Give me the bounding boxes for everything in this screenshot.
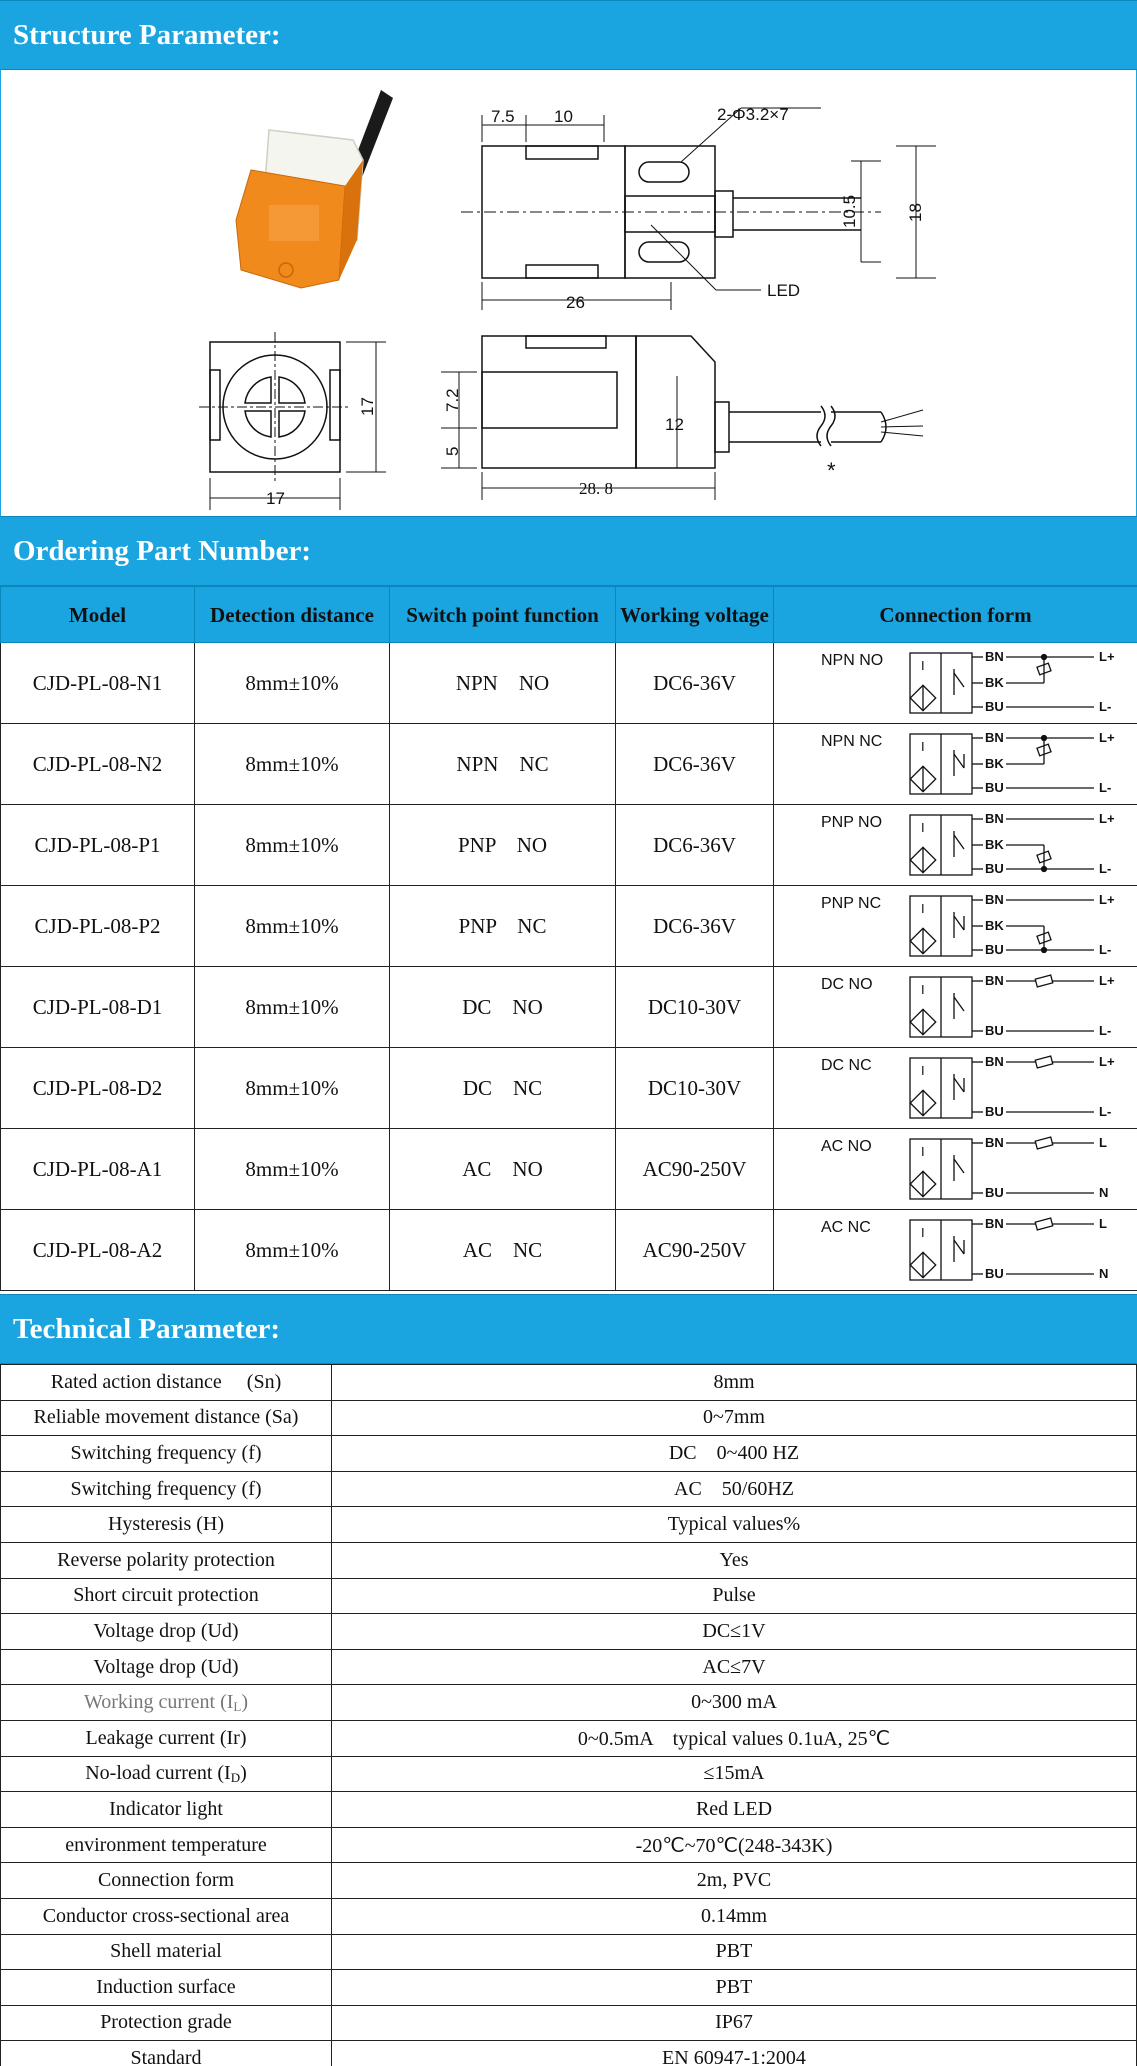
parameter-name: [1, 1436, 332, 1472]
header-connection: Connection form: [774, 587, 1137, 643]
voltage-cell: DC6-36V: [616, 643, 774, 724]
dim-28-8: 28. 8: [579, 479, 613, 498]
supply-bottom-label: L-: [1099, 780, 1112, 795]
wiring-type-label: PNP NO: [821, 814, 883, 831]
table-row: [1, 1578, 1137, 1614]
dim-18: 18: [906, 203, 925, 222]
supply-top-label: L+: [1099, 811, 1115, 826]
parameter-name: [1, 1792, 332, 1828]
wiring-diagram: [774, 1129, 1137, 1209]
parameter-name: [1, 1365, 332, 1401]
wiring-type-label: NPN NO: [821, 652, 884, 669]
parameter-name-text: Induction surface: [96, 1975, 236, 1998]
dim-5: 5: [443, 446, 462, 456]
parameter-name: [1, 1720, 332, 1756]
supply-top-label: L+: [1099, 1054, 1115, 1069]
wiring-type-label: DC NC: [821, 1057, 872, 1074]
table-row: [1, 1934, 1137, 1970]
function-cell: PNP NO: [390, 805, 616, 886]
parameter-name-end: ): [241, 1690, 249, 1713]
wiring-diagram: [774, 1048, 1137, 1128]
parameter-name-text: Reverse polarity protection: [57, 1548, 275, 1571]
wire-bu-label: BU: [985, 699, 1004, 714]
parameter-value: IP67: [332, 2005, 1137, 2041]
wire-bu-label: BU: [985, 1266, 1004, 1281]
table-row: [1, 1436, 1137, 1472]
star-mark: *: [827, 458, 836, 483]
parameter-name-text: Standard: [130, 2047, 202, 2066]
model-cell: CJD-PL-08-A2: [1, 1210, 195, 1291]
voltage-cell: DC6-36V: [616, 724, 774, 805]
parameter-value: ≤15mA: [332, 1756, 1137, 1792]
function-cell: NPN NC: [390, 724, 616, 805]
ordering-table: [0, 586, 1137, 1291]
parameter-value: PBT: [332, 1970, 1137, 2006]
wire-bn-label: BN: [985, 892, 1004, 907]
dim-17-v: 17: [358, 397, 377, 416]
parameter-name-text: Connection form: [97, 1869, 235, 1892]
voltage-cell: DC6-36V: [616, 886, 774, 967]
connection-diagram-cell: [774, 886, 1137, 967]
voltage-cell: AC90-250V: [616, 1129, 774, 1210]
parameter-name-text: No-load current (I: [85, 1761, 231, 1784]
parameter-name: [1, 1863, 332, 1899]
distance-cell: 8mm±10%: [195, 1048, 390, 1129]
voltage-cell: DC10-30V: [616, 967, 774, 1048]
wiring-diagram: [774, 805, 1137, 885]
dim-7-5: 7.5: [491, 107, 515, 126]
supply-bottom-label: L-: [1099, 942, 1112, 957]
top-view: [461, 108, 936, 310]
table-row: [1, 1129, 1137, 1210]
parameter-name-text: Switching frequency (f): [70, 1477, 262, 1500]
distance-cell: 8mm±10%: [195, 1210, 390, 1291]
section-title: Structure Parameter:: [13, 18, 281, 51]
parameter-name-text: Rated action distance (Sn): [50, 1370, 282, 1393]
wire-bu-label: BU: [985, 1185, 1004, 1200]
wire-bu-label: BU: [985, 780, 1004, 795]
wire-bn-label: BN: [985, 1135, 1004, 1150]
wire-bu-label: BU: [985, 1104, 1004, 1119]
table-row: [1, 1827, 1137, 1863]
section-title: Ordering Part Number:: [13, 534, 311, 567]
parameter-value: AC≤7V: [332, 1649, 1137, 1685]
header-voltage: Working voltage: [616, 587, 774, 643]
table-row: [1, 1720, 1137, 1756]
table-row: [1, 1756, 1137, 1792]
parameter-name: [1, 1685, 332, 1721]
model-cell: CJD-PL-08-N1: [1, 643, 195, 724]
table-row: [1, 1863, 1137, 1899]
section-header-technical: [0, 1294, 1137, 1364]
wiring-type-label: DC NO: [821, 976, 873, 993]
parameter-name: [1, 1756, 332, 1792]
table-row: [1, 1507, 1137, 1543]
parameter-name: [1, 1507, 332, 1543]
parameter-value: Typical values%: [332, 1507, 1137, 1543]
coil-label: I: [921, 982, 925, 997]
wire-bn-label: BN: [985, 1216, 1004, 1231]
supply-top-label: L: [1099, 1216, 1107, 1231]
parameter-name-text: Working current (I: [83, 1690, 234, 1713]
connection-diagram-cell: [774, 1048, 1137, 1129]
parameter-value: DC≤1V: [332, 1614, 1137, 1650]
parameter-value: 0.14mm: [332, 1898, 1137, 1934]
header-distance: Detection distance: [195, 587, 390, 643]
connection-diagram-cell: [774, 967, 1137, 1048]
table-row: [1, 967, 1137, 1048]
parameter-name: [1, 1898, 332, 1934]
dim-7-2: 7.2: [443, 388, 462, 412]
wire-bn-label: BN: [985, 649, 1004, 664]
supply-bottom-label: N: [1099, 1185, 1109, 1200]
dim-26: 26: [566, 293, 585, 312]
distance-cell: 8mm±10%: [195, 967, 390, 1048]
wiring-type-label: AC NO: [821, 1138, 872, 1155]
supply-top-label: L+: [1099, 973, 1115, 988]
function-cell: AC NC: [390, 1210, 616, 1291]
parameter-value: 0~7mm: [332, 1400, 1137, 1436]
dim-hole: 2-Φ3.2×7: [717, 105, 789, 124]
parameter-value: PBT: [332, 1934, 1137, 1970]
parameter-value: EN 60947-1:2004: [332, 2041, 1137, 2066]
coil-label: I: [921, 739, 925, 754]
connection-diagram-cell: [774, 643, 1137, 724]
parameter-name-text: Shell material: [110, 1940, 222, 1963]
supply-bottom-label: L-: [1099, 699, 1112, 714]
parameter-value: Yes: [332, 1542, 1137, 1578]
parameter-value: 8mm: [332, 1365, 1137, 1401]
coil-label: I: [921, 820, 925, 835]
parameter-name-text: Reliable movement distance (Sa): [33, 1406, 299, 1429]
parameter-name: [1, 1934, 332, 1970]
parameter-name-text: Protection grade: [100, 2011, 232, 2034]
parameter-value: AC 50/60HZ: [332, 1471, 1137, 1507]
voltage-cell: DC10-30V: [616, 1048, 774, 1129]
parameter-name: [1, 1649, 332, 1685]
wiring-diagram: [774, 1210, 1137, 1290]
supply-top-label: L+: [1099, 730, 1115, 745]
parameter-name-text: Switching frequency (f): [70, 1441, 262, 1464]
parameter-value: 2m, PVC: [332, 1863, 1137, 1899]
parameter-value: 0~0.5mA typical values 0.1uA, 25℃: [332, 1720, 1137, 1756]
wiring-diagram: [774, 967, 1137, 1047]
parameter-subscript: D: [230, 1769, 241, 1785]
parameter-value: Pulse: [332, 1578, 1137, 1614]
table-row: [1, 1898, 1137, 1934]
parameter-name-text: Hysteresis (H): [107, 1513, 225, 1536]
table-row: [1, 1471, 1137, 1507]
model-cell: CJD-PL-08-N2: [1, 724, 195, 805]
parameter-name: [1, 2041, 332, 2066]
wire-bu-label: BU: [985, 942, 1004, 957]
wire-bn-label: BN: [985, 973, 1004, 988]
table-row: [1, 1614, 1137, 1650]
function-cell: PNP NC: [390, 886, 616, 967]
coil-label: I: [921, 1225, 925, 1240]
supply-top-label: L: [1099, 1135, 1107, 1150]
connection-diagram-cell: [774, 1129, 1137, 1210]
parameter-name: [1, 2005, 332, 2041]
dim-10-5: 10.5: [840, 194, 859, 228]
wire-bk-label: BK: [985, 837, 1004, 852]
wiring-diagram: [774, 724, 1137, 804]
parameter-name-text: Conductor cross-sectional area: [42, 1904, 290, 1927]
wire-bn-label: BN: [985, 811, 1004, 826]
table-row: [1, 1400, 1137, 1436]
coil-label: I: [921, 658, 925, 673]
wiring-diagram: [774, 886, 1137, 966]
sensor-photo: [236, 90, 393, 288]
distance-cell: 8mm±10%: [195, 805, 390, 886]
function-cell: NPN NO: [390, 643, 616, 724]
parameter-name: [1, 1542, 332, 1578]
parameter-value: DC 0~400 HZ: [332, 1436, 1137, 1472]
connection-diagram-cell: [774, 805, 1137, 886]
supply-top-label: L+: [1099, 649, 1115, 664]
coil-label: I: [921, 1063, 925, 1078]
wiring-type-label: PNP NC: [821, 895, 882, 912]
supply-bottom-label: N: [1099, 1266, 1109, 1281]
table-row: [1, 1542, 1137, 1578]
parameter-name-text: Leakage current (Ir): [85, 1726, 247, 1749]
wire-bn-label: BN: [985, 1054, 1004, 1069]
connection-diagram-cell: [774, 1210, 1137, 1291]
table-row: [1, 1365, 1137, 1401]
parameter-name: [1, 1578, 332, 1614]
model-cell: CJD-PL-08-D2: [1, 1048, 195, 1129]
face-view: [199, 332, 386, 510]
parameter-name-text: Indicator light: [109, 1797, 223, 1820]
technical-table: [0, 1364, 1137, 2066]
parameter-name-text: Voltage drop (Ud): [93, 1655, 239, 1678]
supply-bottom-label: L-: [1099, 1104, 1112, 1119]
coil-label: I: [921, 1144, 925, 1159]
table-row: [1, 1792, 1137, 1828]
parameter-name: [1, 1970, 332, 2006]
parameter-name: [1, 1471, 332, 1507]
function-cell: DC NO: [390, 967, 616, 1048]
wire-bk-label: BK: [985, 756, 1004, 771]
connection-diagram-cell: [774, 724, 1137, 805]
parameter-value: -20℃~70℃(248-343K): [332, 1827, 1137, 1863]
model-cell: CJD-PL-08-A1: [1, 1129, 195, 1210]
wire-bu-label: BU: [985, 1023, 1004, 1038]
distance-cell: 8mm±10%: [195, 1129, 390, 1210]
function-cell: DC NC: [390, 1048, 616, 1129]
table-row: [1, 724, 1137, 805]
voltage-cell: AC90-250V: [616, 1210, 774, 1291]
parameter-name-text: environment temperature: [65, 1833, 267, 1856]
model-cell: CJD-PL-08-P2: [1, 886, 195, 967]
model-cell: CJD-PL-08-D1: [1, 967, 195, 1048]
header-function: Switch point function: [390, 587, 616, 643]
table-row: [1, 1970, 1137, 2006]
section-header-ordering: [0, 516, 1137, 586]
supply-bottom-label: L-: [1099, 1023, 1112, 1038]
table-row: [1, 2041, 1137, 2066]
table-row: [1, 643, 1137, 724]
voltage-cell: DC6-36V: [616, 805, 774, 886]
section-header-structure: [0, 0, 1137, 70]
wire-bk-label: BK: [985, 918, 1004, 933]
table-row: [1, 1210, 1137, 1291]
parameter-value: Red LED: [332, 1792, 1137, 1828]
parameter-value: 0~300 mA: [332, 1685, 1137, 1721]
table-row: [1, 2005, 1137, 2041]
wire-bn-label: BN: [985, 730, 1004, 745]
technical-drawing: [1, 70, 1136, 516]
parameter-name-text: Short circuit protection: [73, 1584, 259, 1607]
parameter-name: [1, 1614, 332, 1650]
wiring-type-label: NPN NC: [821, 733, 883, 750]
supply-bottom-label: L-: [1099, 861, 1112, 876]
header-model: Model: [1, 587, 195, 643]
wiring-type-label: AC NC: [821, 1219, 871, 1236]
dim-17-h: 17: [266, 489, 285, 508]
dim-12: 12: [665, 415, 684, 434]
wiring-diagram: [774, 643, 1137, 723]
function-cell: AC NO: [390, 1129, 616, 1210]
parameter-name-end: ): [240, 1761, 247, 1784]
structure-drawing: [0, 70, 1137, 516]
wire-bk-label: BK: [985, 675, 1004, 690]
supply-top-label: L+: [1099, 892, 1115, 907]
table-header-row: [1, 587, 1137, 643]
led-label: LED: [767, 281, 801, 300]
distance-cell: 8mm±10%: [195, 643, 390, 724]
parameter-name: [1, 1827, 332, 1863]
dim-10: 10: [554, 107, 573, 126]
parameter-name-text: Voltage drop (Ud): [93, 1619, 239, 1642]
section-title: Technical Parameter:: [13, 1312, 281, 1345]
parameter-name: [1, 1400, 332, 1436]
coil-label: I: [921, 901, 925, 916]
table-row: [1, 805, 1137, 886]
wire-bu-label: BU: [985, 861, 1004, 876]
distance-cell: 8mm±10%: [195, 724, 390, 805]
table-row: [1, 1649, 1137, 1685]
distance-cell: 8mm±10%: [195, 886, 390, 967]
table-row: [1, 886, 1137, 967]
model-cell: CJD-PL-08-P1: [1, 805, 195, 886]
table-row: [1, 1685, 1137, 1721]
parameter-subscript: L: [233, 1698, 242, 1714]
table-row: [1, 1048, 1137, 1129]
